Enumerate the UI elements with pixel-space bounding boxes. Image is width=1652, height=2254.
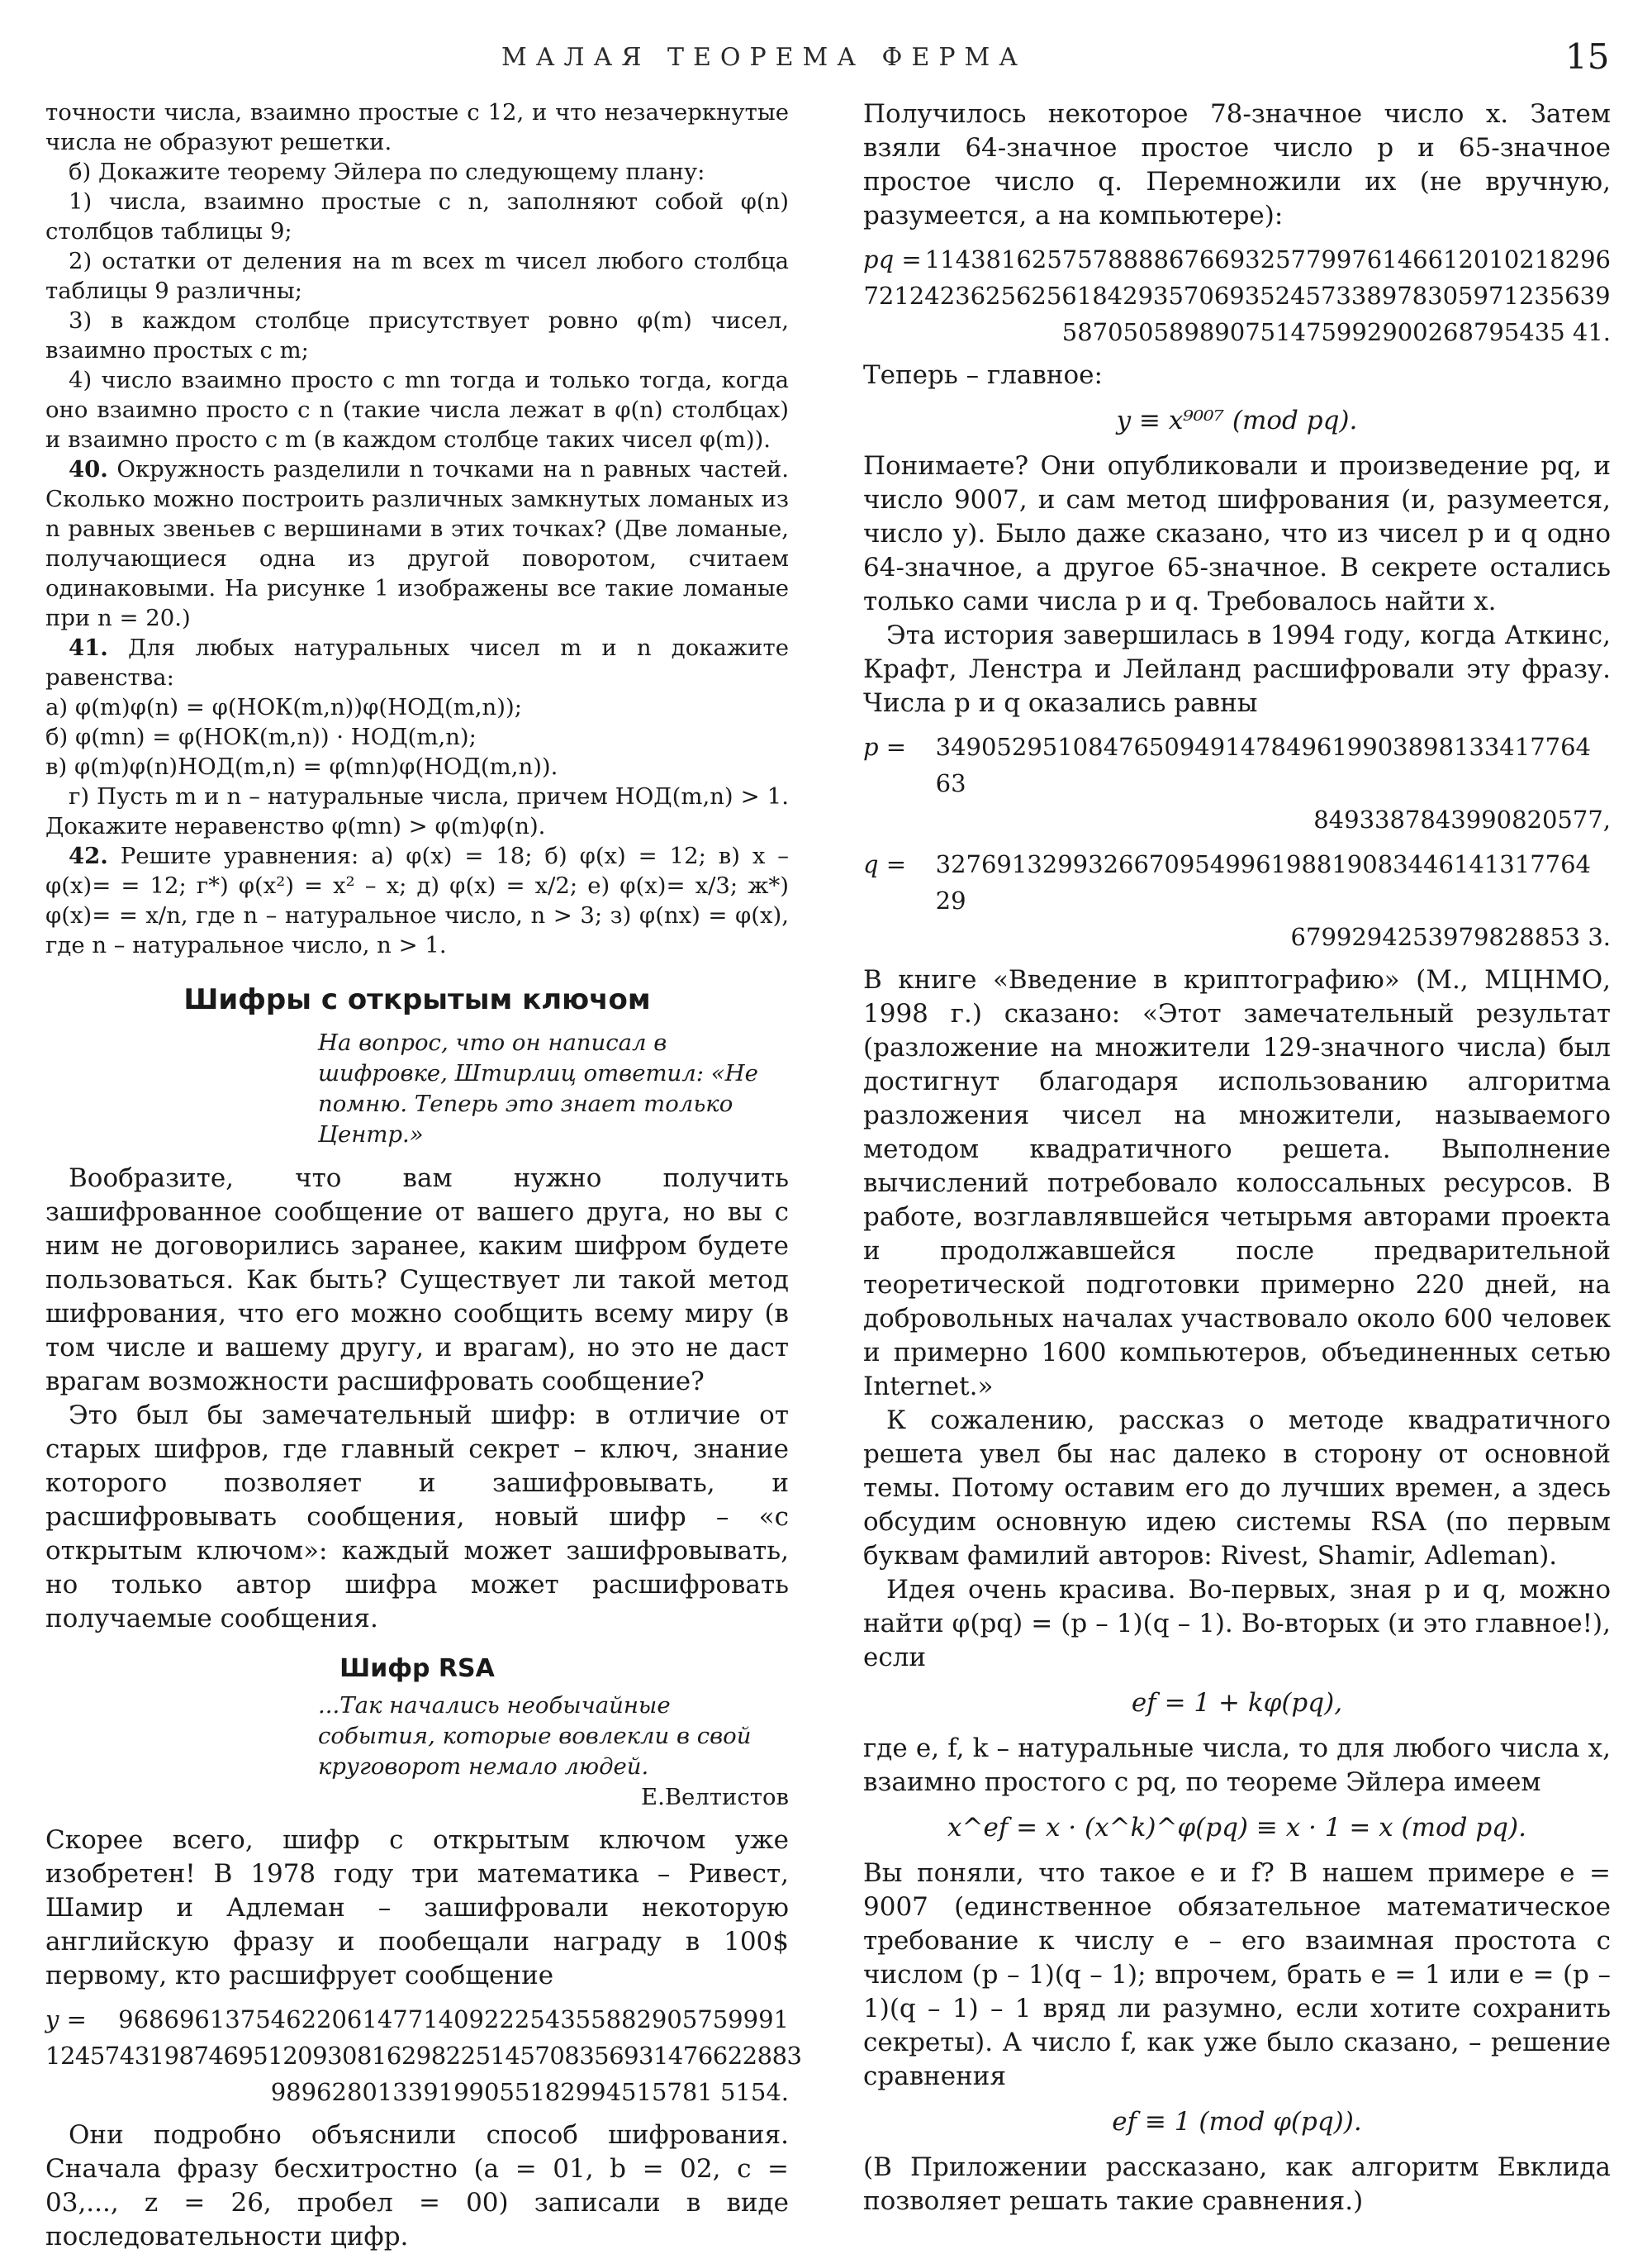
- formula-congruence: ef ≡ 1 (mod φ(pq)).: [1112, 2107, 1362, 2137]
- section-heading: Шифры с открытым ключом: [183, 983, 651, 1016]
- paragraph: Понимаете? Они опубликовали и произведение pq, и число 9007, и сам метод шифрования (и, разумеется, число y). Было даже сказано, что из чисел p и q одно 64-значное, а другое 65-значное. В секрете остались только сами числа p и q. Требовалось найти x.: [863, 451, 1611, 616]
- problem-40: [45, 454, 789, 633]
- paragraph: Идея очень красива. Во-первых, зная p и q, можно найти φ(pq) = (p – 1)(q – 1). Во-вторых (и это главное!), если: [863, 1575, 1611, 1672]
- epigraph: На вопрос, что он написал в шифровке, Штирлиц ответил: «Не помню. Теперь это знает только Центр.»: [318, 1030, 758, 1148]
- problem-number: 42.: [69, 843, 108, 869]
- prime-p: [863, 729, 1611, 838]
- equation-b: б) φ(mn) = φ(НОК(m,n)) · НОД(m,n);: [45, 724, 477, 750]
- paragraph: Вообразите, что вам нужно получить зашифрованное сообщение от вашего друга, но вы с ним не договорились заранее, каким шифром будете пользоваться. Как быть? Существует ли такой метод шифрования, что его можно сообщить всему миру (в том числе и вашему другу, и врагам), но это не даст врагам возможности расшифровать сообщение?: [45, 1163, 789, 1396]
- paragraph: Они подробно объяснили способ шифрования. Сначала фразу бесхитростно (a = 01, b = 02, c = 03,..., z = 26, пробел = 00) записали в виде последовательности цифр.: [45, 2120, 789, 2252]
- q-symbol: q =: [863, 850, 907, 878]
- paragraph: г) Пусть m и n – натуральные числа, причем НОД(m,n) > 1. Докажите неравенство φ(mn) > φ(m)φ(n).: [45, 783, 789, 839]
- left-column: [45, 97, 802, 2254]
- paragraph: 1) числа, взаимно простые с n, заполняют собой φ(n) столбцов таблицы 9;: [45, 188, 789, 245]
- prime-q: [863, 846, 1611, 955]
- problem-text: Для любых натуральных чисел m и n докажите равенства:: [45, 635, 789, 691]
- paragraph: Эта история завершилась в 1994 году, когда Аткинс, Крафт, Ленстра и Лейланд расшифровали эту фразу. Числа p и q оказались равны: [863, 621, 1611, 718]
- number-line: 96869613754622061477140922254355882905759991: [118, 2005, 789, 2033]
- epigraph-author: Е.Велтистов: [641, 1784, 789, 1810]
- ciphertext-y: [45, 2001, 802, 2110]
- paragraph: 3) в каждом столбце присутствует ровно φ(m) чисел, взаимно простых с m;: [45, 307, 789, 364]
- number-line: 7212423625625618429357069352457338978305971235639: [863, 282, 1611, 310]
- number-line: 124574319874695120930816298225145708356931476622883: [45, 2042, 802, 2070]
- pq-symbol: pq =: [863, 245, 922, 273]
- paragraph: 2) остатки от деления на m всех m чисел любого столбца таблицы 9 различны;: [45, 248, 789, 304]
- problem-text: Решите уравнения: а) φ(x) = 18; б) φ(x) = 12; в) x – φ(x)= = 12; г*) φ(x²) = x² – x; д) φ(x) = x/2; е) φ(x)= x/3; ж*) φ(x)= = x/n, где n – натуральное число, n > 3; з) φ(nx) = φ(x), где n – натуральное число, n > 1.: [45, 843, 789, 958]
- equation-c: в) φ(m)φ(n)НОД(m,n) = φ(mn)φ(НОД(m,n)).: [45, 754, 558, 780]
- product-pq: [863, 241, 1611, 350]
- number-line: 6799294253979828853 3.: [1290, 923, 1611, 951]
- equation-a: а) φ(m)φ(n) = φ(НОК(m,n))φ(НОД(m,n));: [45, 694, 522, 720]
- problem-number: 41.: [69, 635, 108, 661]
- p-symbol: p =: [863, 733, 907, 761]
- number-line: 8493387843990820577,: [1313, 806, 1611, 834]
- number-line: 114381625757888867669325779976146612010218296: [924, 245, 1611, 273]
- subsection-heading: Шифр RSA: [339, 1654, 495, 1683]
- paragraph: (В Приложении рассказано, как алгоритм Евклида позволяет решать такие сравнения.): [863, 2152, 1611, 2216]
- problem-number: 40.: [69, 456, 108, 483]
- paragraph: К сожалению, рассказ о методе квадратичного решета увел бы нас далеко в сторону от основной темы. Потому оставим его до лучших времен, а здесь обсудим основную идею системы RSA (по первым буквам фамилий авторов: Rivest, Shamir, Adleman).: [863, 1405, 1611, 1571]
- paragraph: точности числа, взаимно простые с 12, и что незачеркнутые числа не образуют решетки.: [45, 99, 789, 155]
- problem-text: Окружность разделили n точками на n равных частей. Сколько можно построить различных замкнутых ломаных из n равных звеньев с вершинами в этих точках? (Две ломаные, получающиеся одна из другой поворотом, считаем одинаковыми. На рисунке 1 изображены все такие ломаные при n = 20.): [45, 456, 789, 631]
- y-symbol: y =: [45, 2005, 87, 2033]
- number-line: 3490529510847650949147849619903898133417764 63: [935, 733, 1592, 797]
- number-line: 98962801339199055182994515781 5154.: [270, 2078, 789, 2106]
- number-line: 3276913299326670954996198819083446141317764 29: [935, 850, 1592, 915]
- paragraph: Скорее всего, шифр с открытым ключом уже изобретен! В 1978 году три математика – Ривест, Шамир и Адлеман – зашифровали некоторую английскую фразу и пообещали награду в 100$ первому, кто расшифрует сообщение: [45, 1825, 789, 1990]
- paragraph: Теперь – главное:: [863, 360, 1103, 390]
- paragraph: где e, f, k – натуральные числа, то для любого числа x, взаимно простого с pq, по теореме Эйлера имеем: [863, 1733, 1611, 1797]
- formula-encryption: y ≡ x⁹⁰⁰⁷ (mod pq).: [1116, 406, 1358, 435]
- page-number: 15: [1565, 36, 1610, 77]
- running-header: МАЛАЯ ТЕОРЕМА ФЕРМА: [501, 43, 1027, 72]
- paragraph: 4) число взаимно просто с mn тогда и только тогда, когда оно взаимно просто с n (такие числа лежат в φ(n) столбцах) и взаимно просто с m (в каждом столбце таких чисел φ(m)).: [45, 367, 789, 453]
- paragraph: Вы поняли, что такое e и f? В нашем примере e = 9007 (единственное обязательное математическое требование к числу e – его взаимная простота с числом (p – 1)(q – 1); впрочем, брать e = 1 или e = (p – 1)(q – 1) – 1 вряд ли разумно, если хотите сохранить секреты). А число f, как уже было сказано, – решение сравнения: [863, 1858, 1611, 2091]
- formula-euler: x^ef = x · (x^k)^φ(pq) ≡ x · 1 = x (mod pq).: [947, 1813, 1526, 1843]
- number-line: 587050589890751475992900268795435 41.: [1061, 318, 1611, 346]
- right-column: [863, 97, 1611, 2218]
- problem-41: [45, 633, 789, 692]
- problem-42: [45, 841, 789, 960]
- paragraph: Получилось некоторое 78-значное число x. Затем взяли 64-значное простое число p и 65-значное простое число q. Перемножили их (не вручную, разумеется, а на компьютере):: [863, 99, 1611, 231]
- paragraph: Это был бы замечательный шифр: в отличие от старых шифров, где главный секрет – ключ, знание которого позволяет и зашифровывать, и расшифровывать сообщения, новый шифр – «с открытым ключом»: каждый может зашифровывать, но только автор шифра может расшифровать получаемые сообщения.: [45, 1400, 789, 1633]
- epigraph: ...Так начались необычайные события, которые вовлекли в свой круговорот немало людей.: [318, 1692, 752, 1780]
- paragraph: б) Докажите теорему Эйлера по следующему плану:: [69, 159, 705, 185]
- paragraph: В книге «Введение в криптографию» (М., МЦНМО, 1998 г.) сказано: «Этот замечательный результат (разложение на множители 129-значного числа) был достигнут благодаря использованию алгоритма разложения чисел на множители, называемого методом квадратичного решета. Выполнение вычислений потребовало колоссальных ресурсов. В работе, возглавлявшейся четырьмя авторами проекта и продолжавшейся после предварительной теоретической подготовки примерно 220 дней, на добровольных началах участвовало около 600 человек и примерно 1600 компьютеров, объединенных сетью Internet.»: [863, 965, 1611, 1401]
- formula-ef: ef = 1 + kφ(pq),: [1131, 1688, 1343, 1718]
